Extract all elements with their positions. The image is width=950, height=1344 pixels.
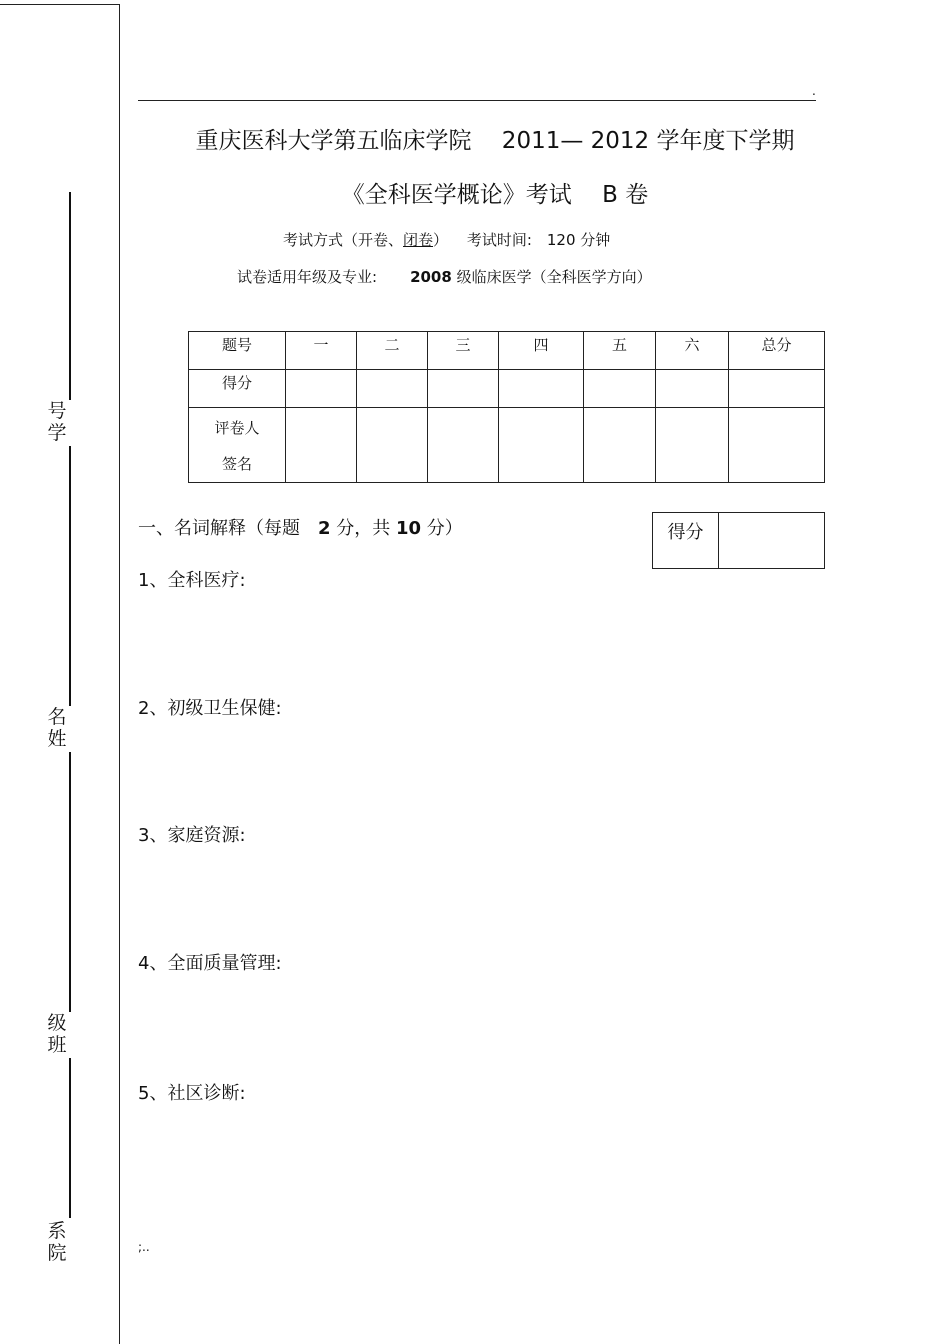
header-cell: 五: [584, 332, 656, 370]
score-cell[interactable]: [428, 370, 499, 408]
score-row-label: 得分: [189, 370, 286, 408]
scope-year: 2008: [410, 268, 452, 286]
grader-cell[interactable]: [584, 408, 656, 483]
header-cell: 总分: [729, 332, 825, 370]
section-per-score: 2: [318, 518, 331, 539]
exam-mode-suffix: ）: [433, 231, 449, 249]
grader-row: [189, 408, 825, 483]
exam-scope-line: [237, 266, 652, 287]
question-item: 4、全面质量管理:: [138, 953, 282, 974]
score-cell[interactable]: [499, 370, 584, 408]
grader-cell[interactable]: [729, 408, 825, 483]
score-cell[interactable]: [729, 370, 825, 408]
exam-mode-selected: 闭卷: [403, 231, 434, 249]
name-label: 名姓: [47, 706, 67, 750]
margin-line: [69, 446, 71, 706]
exam-mode-prefix: 考试方式（开卷、: [283, 231, 404, 249]
header-cell: 六: [656, 332, 729, 370]
grader-row-label: [189, 408, 286, 483]
margin-line: [69, 752, 71, 1012]
exam-subtitle: 《全科医学概论》考试 B 卷: [341, 182, 649, 208]
section-total: 10: [395, 518, 422, 539]
section-suffix: 分）: [421, 518, 463, 539]
exam-mode-line: [283, 229, 610, 250]
score-row: [189, 370, 825, 408]
grader-cell[interactable]: [428, 408, 499, 483]
scope-prefix: 试卷适用年级及专业:: [237, 268, 393, 286]
section-prefix: 一、名词解释（每题: [138, 518, 318, 539]
question-item: 2、初级卫生保健:: [138, 698, 282, 719]
footer-mark: ;..: [138, 1240, 150, 1254]
question-item: 5、社区诊断:: [138, 1083, 246, 1104]
header-cell: 题号: [189, 332, 286, 370]
student-id-label: 号学: [47, 400, 67, 444]
scope-suffix: 级临床医学（全科医学方向）: [451, 268, 652, 286]
score-table: [188, 331, 825, 483]
grader-label-line2: 签名: [221, 455, 252, 473]
section-score-label: 得分: [653, 513, 719, 568]
score-table-header-row: [189, 332, 825, 370]
grader-cell[interactable]: [357, 408, 428, 483]
grader-cell[interactable]: [286, 408, 357, 483]
section-title: [138, 514, 463, 540]
grader-label-line1: 评卷人: [214, 419, 260, 437]
header-rule: [138, 100, 816, 101]
page-title: 重庆医科大学第五临床学院 2011— 2012 学年度下学期: [195, 128, 795, 154]
grader-cell[interactable]: [499, 408, 584, 483]
question-item: 1、全科医疗:: [138, 570, 246, 591]
score-cell[interactable]: [584, 370, 656, 408]
grader-cell[interactable]: [656, 408, 729, 483]
header-cell: 一: [286, 332, 357, 370]
score-cell[interactable]: [357, 370, 428, 408]
score-cell[interactable]: [656, 370, 729, 408]
department-label: 系院: [47, 1220, 67, 1264]
score-cell[interactable]: [286, 370, 357, 408]
header-cell: 四: [499, 332, 584, 370]
class-label: 级班: [47, 1012, 67, 1056]
header-dot: .: [812, 84, 816, 98]
section-mid: 分，共: [330, 518, 396, 539]
margin-line: [69, 192, 71, 400]
exam-time: 考试时间: 120 分钟: [466, 231, 611, 249]
header-cell: 二: [357, 332, 428, 370]
question-item: 3、家庭资源:: [138, 825, 246, 846]
section-score-box[interactable]: [652, 512, 825, 569]
header-cell: 三: [428, 332, 499, 370]
margin-line: [69, 1058, 71, 1218]
